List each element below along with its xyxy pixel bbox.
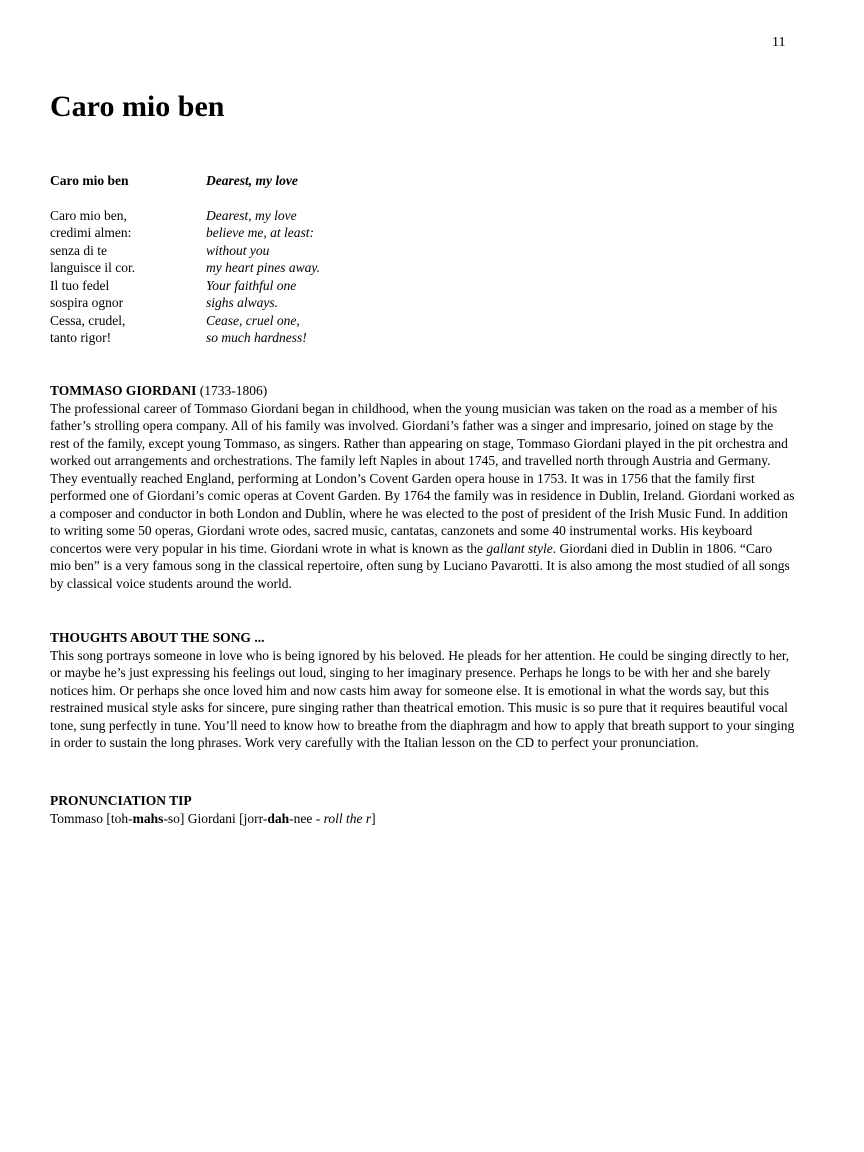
page-number: 11 bbox=[772, 35, 786, 50]
lyrics-header-row bbox=[50, 172, 320, 190]
lyrics-italian: Il tuo fedel bbox=[50, 277, 110, 293]
bio-text-1: The professional career of Tommaso Giordani began in childhood, when the young musician was taken on the road as a member of his father’s strolling opera company. All of his family was involved. Giordani’s father was a singer and impresario, joined on stage by the rest of the family, except young Tommaso, as singers. Rather than appearing on stage, Tommaso Giordani played in the pit orchestra and worked out arrangements and orchestrations. The family left Naples in about 1745, and travelled north through Austria and Germany. They eventually reached England, performing at London’s Covent Garden opera house in 1753. It was in 1756 that the family first performed one of Giordani’s comic operas at Covent Garden. By 1764 the family was in residence in Dublin, Ireland. Giordani worked as a composer and conductor in both London and Dublin, where he was elected to the post of president of the Irish Music Fund. In addition to writing some 50 operas, Giordani wrote odes, sacred music, cantatas, canzonets and some 40 instrumental works. His keyboard concertos were very popular in his time. Giordani wrote in what is known as the bbox=[50, 400, 795, 556]
tip-part-1: Tommaso [toh- bbox=[50, 810, 133, 826]
lyrics-english: so much hardness! bbox=[206, 330, 307, 345]
lyrics-english: my heart pines away. bbox=[206, 260, 320, 275]
lyrics-english: without you bbox=[206, 242, 270, 258]
lyrics-line bbox=[50, 312, 320, 330]
lyrics-italian: tanto rigor! bbox=[50, 330, 112, 345]
tip-italic: roll the r bbox=[323, 810, 372, 826]
tip-part-4: ] bbox=[371, 810, 376, 826]
lyrics-italian: Cessa, crudel, bbox=[50, 312, 126, 328]
tip-stress-2: dah bbox=[267, 810, 290, 826]
bio-heading: TOMMASO GIORDANI bbox=[50, 383, 197, 398]
lyrics-line bbox=[50, 259, 320, 277]
lyrics-english: Dearest, my love bbox=[206, 207, 297, 223]
lyrics-line bbox=[50, 224, 320, 242]
lyrics-italian: senza di te bbox=[50, 242, 107, 258]
lyrics-line bbox=[50, 207, 320, 225]
lyrics-table bbox=[50, 172, 320, 347]
lyrics-english: believe me, at least: bbox=[206, 225, 314, 240]
thoughts-section bbox=[50, 629, 795, 752]
lyrics-line bbox=[50, 294, 320, 312]
lyrics-italian: credimi almen: bbox=[50, 225, 132, 240]
bio-dates: (1733-1806) bbox=[199, 383, 268, 398]
lyrics-italian: sospira ognor bbox=[50, 295, 124, 310]
lyrics-line bbox=[50, 277, 320, 295]
tip-heading: PRONUNCIATION TIP bbox=[50, 793, 192, 808]
lyrics-italian: languisce il cor. bbox=[50, 260, 136, 275]
lyrics-line bbox=[50, 242, 320, 260]
bio-section bbox=[50, 382, 795, 592]
lyrics-english: Cease, cruel one, bbox=[206, 312, 300, 328]
thoughts-heading: THOUGHTS ABOUT THE SONG ... bbox=[50, 630, 265, 645]
thoughts-paragraph: This song portrays someone in love who is being ignored by his beloved. He pleads for her attention. He could be singing directly to her, or maybe he’s just expressing his feelings out loud, singing to her imaginary presence. Perhaps he longs to be with her and she barely notices him. Or perhaps she once loved him and now casts him away for someone else. It is emotional in what the words say, but this restrained musical style asks for sincere, pure singing rather than theatrical emotion. This music is so pure that it requires beautiful vocal tone, sung perfectly in tune. You’ll need to know how to breathe from the diaphragm and how to apply that breath support to your singing in order to sustain the long phrases. Work very carefully with the Italian lesson on the CD to perfect your pronunciation. bbox=[50, 647, 795, 750]
tip-stress-1: mahs bbox=[132, 810, 164, 826]
lyrics-header-english: Dearest, my love bbox=[206, 173, 298, 188]
bio-text-2: . Giordani died in Dublin in 1806. “Caro mio ben” is a very famous song in the classical repertoire, often sung by Luciano Pavarotti. It is also among the most studied of all songs by classical voice students around the world. bbox=[50, 540, 790, 591]
tip-text bbox=[50, 810, 795, 828]
tip-part-2: -so] Giordani [jorr- bbox=[163, 810, 268, 826]
page-title: Caro mio ben bbox=[50, 90, 225, 123]
lyrics-english: sighs always. bbox=[206, 295, 279, 310]
tip-part-3: -nee - bbox=[289, 810, 324, 826]
bio-text-italic: gallant style bbox=[486, 540, 553, 556]
bio-paragraph bbox=[50, 400, 795, 593]
lyrics-italian: Caro mio ben, bbox=[50, 207, 127, 223]
lyrics-english: Your faithful one bbox=[206, 277, 297, 293]
lyrics-header-italian: Caro mio ben bbox=[50, 173, 129, 188]
pronunciation-tip-section bbox=[50, 792, 795, 827]
lyrics-line bbox=[50, 329, 320, 347]
